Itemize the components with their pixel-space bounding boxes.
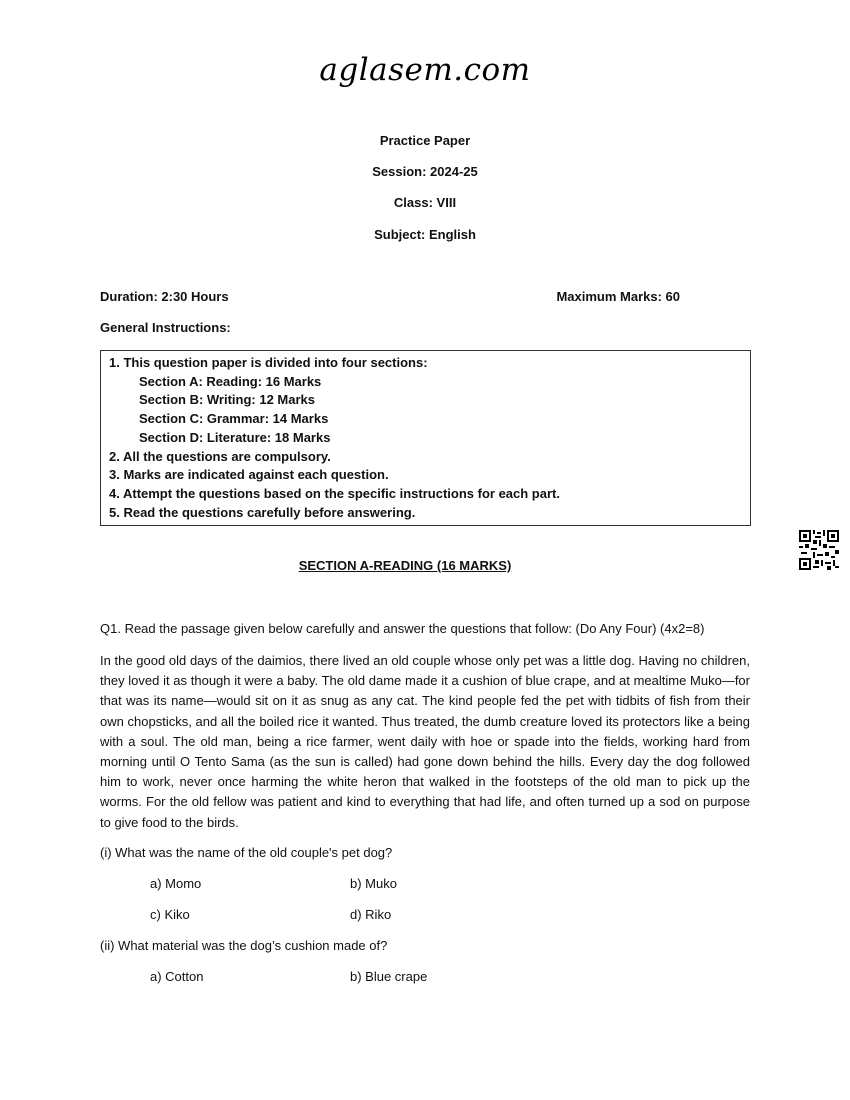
duration-text: Duration: 2:30 Hours	[100, 289, 229, 304]
question-1-text: (i) What was the name of the old couple's pet dog?	[100, 845, 393, 860]
reading-passage: In the good old days of the daimios, there lived an old couple whose only pet was a little dog. Having no children, they loved it as though it were a baby. The old dame made it a cushion of blue crape, and at mealtime Muko—for that was its name—would sit on it as snug as any cat. The kind people fed the pet with tidbits of fish from their own chopsticks, and all the boiled rice it wanted. Thus treated, the dumb creature loved its protectors like a being with a soul. The old man, being a rice farmer, went daily with hoe or spade into the fields, working hard from morning until O Tento Sama (as the sun is called) had gone down behind the hills. Every day the dog followed him to work, never once harming the white heron that walked in the footsteps of the old man to pick up the worms. For the old fellow was patient and kind to everything that had life, and often turned up a sod on purpose to give food to the birds.	[100, 653, 750, 830]
instruction-item: 2. All the questions are compulsory.	[109, 448, 331, 464]
instruction-subitem: Section B: Writing: 12 Marks	[139, 392, 316, 408]
instructions-box	[100, 350, 751, 526]
section-a-title: SECTION A-READING (16 MARKS)	[298, 558, 512, 573]
instruction-item: 1. This question paper is divided into four sections:	[109, 355, 428, 370]
meta-row	[100, 289, 680, 307]
general-instructions-label: General Instructions:	[100, 320, 231, 335]
question-2-option-b: b) Blue crape	[350, 969, 428, 984]
question-2-text: (ii) What material was the dog’s cushion made of?	[100, 938, 388, 953]
instruction-item: 3. Marks are indicated against each question.	[109, 467, 389, 483]
site-logo: aglasem.com	[319, 52, 531, 88]
question-2-option-a: a) Cotton	[150, 969, 204, 984]
paper-title: Practice Paper	[379, 133, 471, 148]
session-line: Session: 2024-25	[372, 164, 478, 179]
question-1-option-c: c) Kiko	[150, 907, 190, 922]
question-1-option-b: b) Muko	[350, 876, 397, 891]
instruction-subitem: Section D: Literature: 18 Marks	[139, 429, 331, 445]
question-1-option-d: d) Riko	[350, 907, 392, 922]
class-line: Class: VIII	[393, 195, 457, 210]
instruction-item: 4. Attempt the questions based on the specific instructions for each part.	[109, 485, 560, 501]
question-1-option-a: a) Momo	[150, 876, 202, 891]
instruction-subitem: Section C: Grammar: 14 Marks	[139, 411, 329, 427]
subject-line: Subject: English	[374, 227, 476, 242]
max-marks-text: Maximum Marks: 60	[556, 289, 680, 304]
instruction-subitem: Section A: Reading: 16 Marks	[139, 373, 322, 389]
instruction-item: 5. Read the questions carefully before answering.	[109, 504, 416, 520]
q1-prompt: Q1. Read the passage given below carefully and answer the questions that follow: (Do Any Four) (4x2=8)	[100, 621, 705, 636]
